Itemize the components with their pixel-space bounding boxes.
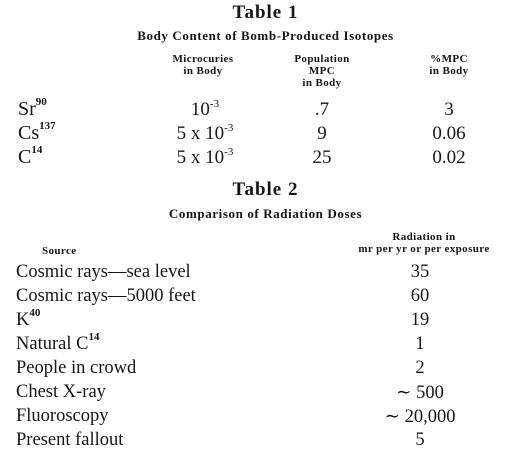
table1-row-isotope: Cs$^{137}$	[18, 120, 56, 144]
table1-row-pct: 0.02	[432, 147, 466, 168]
table2-row-source: Chest X-ray	[16, 382, 106, 402]
table2-row-value: 19	[410, 310, 430, 330]
table1-title: Table 1	[232, 2, 299, 23]
table1-subtitle: Body Content of Bomb-Produced Isotopes	[137, 28, 394, 43]
table1-header-population: Population MPC in Body	[294, 53, 350, 89]
table2-row-value: 2	[415, 358, 425, 378]
table2-header-radiation: Radiation in mr per yr or per exposure	[358, 231, 490, 255]
table1-header-microcuries: Microcuries in Body	[172, 53, 234, 77]
table2-row-value: 1	[415, 334, 425, 354]
table1-header-pct-mpc: %MPC in Body	[429, 53, 469, 77]
table2-row-value: ∼ 20,000	[384, 407, 456, 427]
table1-row-microcuries: 5 x $10^{-3}$	[176, 145, 234, 168]
table2-row-source: Fluoroscopy	[16, 406, 109, 426]
table2-row-source: $K^{40}$	[16, 306, 41, 330]
table2-row-source: Natural $C^{14}$	[16, 330, 100, 354]
table2-row-value: ∼ 500	[396, 383, 444, 403]
table1-row-pct: 0.06	[432, 123, 466, 144]
table2-header-source: Source	[42, 245, 77, 257]
table2-row-source: People in crowd	[16, 358, 137, 378]
table2-title: Table 2	[232, 179, 299, 200]
table2-row-source: Present fallout	[16, 430, 124, 450]
table2-subtitle: Comparison of Radiation Doses	[168, 206, 363, 221]
table1-row-pct: 3	[444, 99, 454, 120]
table2-row-value: 35	[410, 262, 430, 282]
table2-row-value: 5	[415, 430, 425, 450]
table2-row-source: Cosmic rays—sea level	[16, 262, 191, 282]
table1-row-population: 9	[317, 123, 327, 144]
table1-row-population: 25	[312, 147, 332, 168]
table1-row-population: .7	[314, 99, 330, 120]
table1-row-isotope: Sr$^{90}$	[18, 96, 47, 120]
table1-row-microcuries: 5 x $10^{-3}$	[176, 121, 234, 144]
table2-row-value: 60	[410, 286, 430, 306]
table1-row-isotope: $C^{14}$	[18, 144, 43, 168]
table2-row-source: Cosmic rays—5000 feet	[16, 286, 196, 306]
table1-row-microcuries: $10^{-3}$	[190, 97, 220, 120]
